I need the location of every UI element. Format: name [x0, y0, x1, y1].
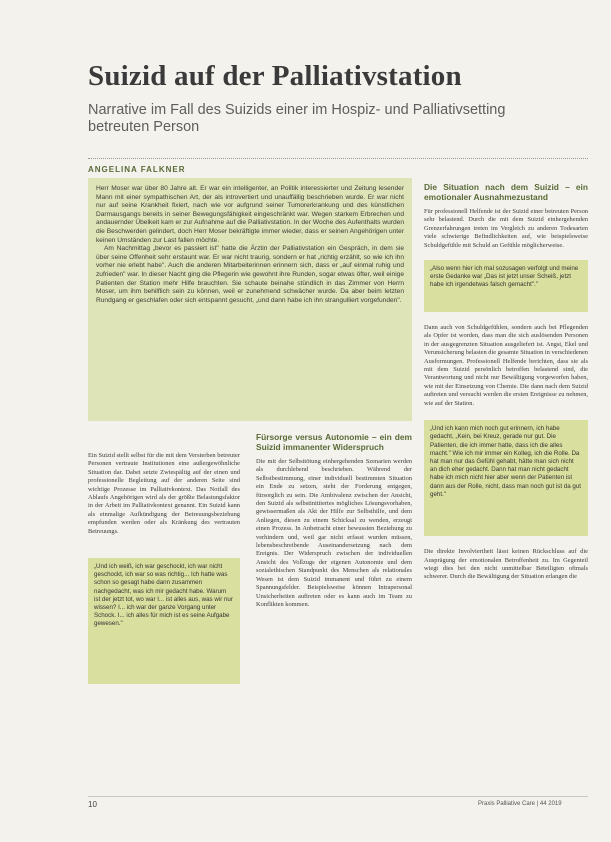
- intro-paragraph: Am Nachmittag „bevor es passiert ist" hatte die Ärztin der Palliativstation ein Gespräch, in dem sie über seine Offenheit sehr erstaunt war. Er war nicht traurig, sondern er hat „richtig erzählt, so wie ich ihn vorher nie erlebt habe". Auch die anderen Mitarbeiterinnen erinnern sich, dass er „auf einmal ruhig und zufrieden" war. In dieser Nacht ging die Pflegerin wie gewohnt ihre Runden, sogar etwas öfter, weil einige Patienten der Station mehr Hilfe brauchten. Sie schaute beinahe stündlich in das Zimmer von Herrn Moser, um ihm behilflich sein zu können, weil er zunehmend schwächer wurde. Da aber beim letzten Rundgang er geschlafen oder sich entspannt gesucht, „und dann habe ich ihn strangulliert vorgefunden".: [96, 245, 404, 304]
- header-divider: [88, 158, 588, 159]
- pull-quote: [88, 558, 240, 684]
- pull-quote: [424, 420, 588, 536]
- publication-name: Praxis Palliative Care | 44 2019: [478, 801, 562, 807]
- body-text: Dann auch von Schuldgefühlen, sondern auch bei Pflegenden als Opfer ist worden, dass man die sich auslösenden Personen in der ausgegrenzten Situation ausgeliefert ist. Angst, Ekel und Verunsicherung belasten die gesamte Situation in verschiedenen Ausformungen. Professionell Helfende berichten, dass sie als mit dem Suizid persönlich betroffen belastend sind, die Verantwortung und nicht nur Bewältigung vorgeworfen haben, wie mit der Einsetzung von Chemie. Die dann nach dem Suizid auftreten und versucht werden die ersten Ereignisse zu nehmen, wie auf der Station.: [424, 324, 588, 407]
- quote-text: „Und ich kann mich noch gut erinnern, ich habe gedacht, „Kein, bei Kreuz, gerade nur gut. Die Patienten, die ich immer hatte, dass ich die alles macht." Wie ich mir immer ein Kolleg, ich die Rolle. Da hat man nur das Gefühl gehabt, hätte man sich nicht an dich eher gedacht. Dann hat man nicht gedacht habe ich mich nicht hier aber wenn der Patienten ist dann aus der Rolle, nicht, dass man noch gut ist da gut geht.": [430, 425, 581, 498]
- quote-text: „Also wenn hier ich mal sozusagen verfolgt und meine erste Gedanke war „Das ist jetzt unser Scheiß, jetzt habe ich irgendetwas falsch gemacht".": [430, 265, 579, 289]
- intro-paragraph: Herr Moser war über 80 Jahre alt. Er war ein intelligenter, an Politik interessierter und Zeitung lesender Mann mit einer sympathischen Art, der als introvertiert und unauffällig beschrieben wurde. Er war nicht nur auf seine Krankheit fixiert, nach wie vor aufgrund seiner Tumorerkrankung und des künstlichen Darmausgangs bereits in seiner Bewegungsfähigkeit eingeschränkt war. Wegen starkem Erbrechen und andauernder Übelkeit kam er zur Aufnahme auf die Palliativstation. In der Woche des Aufenthalts wurden die Beschwerden gelindert, doch Herr Moser bekräftigte immer wieder, dass er seinen Angehörigen unter keinen Umständen zur Last fallen möchte.: [96, 185, 404, 244]
- body-text: Die mit der Selbsttötung einhergehenden Szenarien werden als durchlebend beschrieben. Während der Selbstbestimmung, einer individuell bestimmten Situation ein Ende zu setzen, steht der Forderung entgegen, fürsorglich zu sein. Die Ambivalenz zwischen der Ansicht, den Suizid als selbstinitiiertes mögliches Lösungsvorhaben, gewissermaßen als Akt der Hilfe zur Selbsthilfe, und dem Anliegen, diesen zu einem Schicksal zu wenden, erzeugt einen Prozess. In Anbetracht einer bewussten Beziehung zu verhindern und, weil gar nicht erfasst wurden müssen, lebensbeschreibende Auseinandersetzung nach dem Ereignis. Der Widerspruch zwischen der individuellen Ansicht des Vollzugs der eigenen Autonomie und dem sozialethischen Standpunkt des Menschen als relationales Wesen ist dem Suizid immanent und führt zu einem Spannungsfelder. Beispielsweise können Intrapersonal Unsicherheiten auftreten oder es kann auch im Team zu Konflikten kommen.: [256, 458, 412, 608]
- column-left: [88, 452, 240, 684]
- page-number: 10: [88, 800, 97, 809]
- column-right: [424, 182, 588, 582]
- article-author: ANGELINA FALKNER: [88, 165, 186, 174]
- body-text: Ein Suizid stellt selbst für die mit dem Versterben betreuter Personen vertraute Institutionen eine außergewöhnliche Situation dar. Dabei setzte Zwiespältig auf der einen und professionelle Begleitung auf der anderen Seite sind wichtige Prozesse im Palliativkontext. Das Notfall des Ablaufs Angehörigen wird als der größte Belastungsfaktor in der Arbeit im Palliativkontext genannt. Ein Suizid kann als einmalige Aufkündigung der Betreuungsbeziehung empfunden werden oder als Kränkung des vertrauten Betreuungs.: [88, 452, 240, 535]
- article-subtitle: Narrative im Fall des Suizids einer im Hospiz- und Palliativsetting betreuten Person: [88, 102, 506, 135]
- quote-text: „Und ich weiß, ich war geschockt, ich war nicht geschockt, ich war so was richtig... Ich hatte was schon so gesagt habe dann zusammen nachgedacht, was ich mir gedacht habe. Warum ist der jetzt tot, wo war I... ist alles aus, was wir nur wissen? I... ich war der ganze Vorgang unter Schock. I... ich alles für mich ist es seine Aufgabe gewesen.": [94, 563, 233, 628]
- body-text: Für professionell Helfende ist der Suizid einer betreuten Person sehr belastend. Durch die mit dem Suizid einhergehenden Grenzerfahrungen treten im Vergleich zu anderen Todesarten viele schwierige Befindlichkeiten auf, wie beispielsweise Schuldgefühle mit Schuld an Gefühle möglicherweise.: [424, 208, 588, 249]
- footer-divider: [88, 796, 588, 797]
- article-title: Suizid auf der Palliativstation: [88, 60, 462, 92]
- body-text: Die direkte Involviertheit lässt keinen Rückschluss auf die Ausprägung der emotionalen Betroffenheit zu. Im Gegenteil wiegt dies bei den nicht unmittelbar Beteiligten oftmals schwerer. Durch die Bewältigung der Situation erlangen die: [424, 548, 588, 581]
- column-middle: [256, 432, 412, 609]
- pull-quote: [424, 260, 588, 312]
- section-heading: Die Situation nach dem Suizid – ein emotionaler Ausnahmezustand: [424, 182, 588, 202]
- section-heading: Fürsorge versus Autonomie – ein dem Suizid immanenter Widerspruch: [256, 432, 412, 452]
- intro-case-box: [88, 178, 412, 421]
